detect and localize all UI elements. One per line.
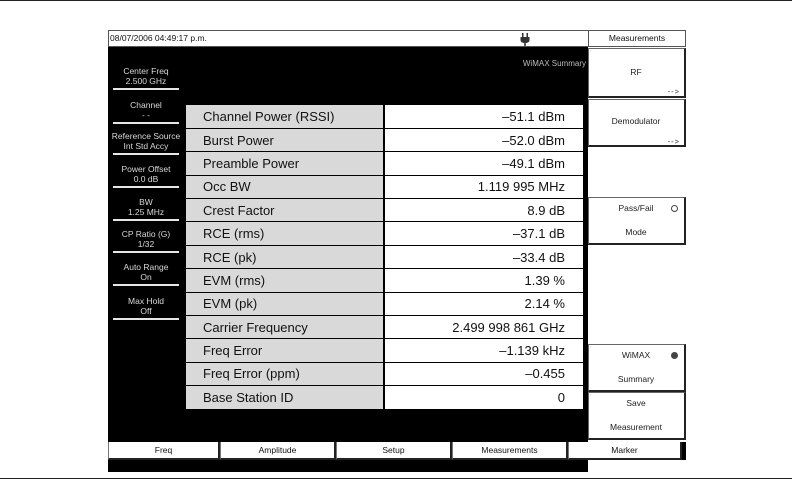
param-value: On xyxy=(140,272,152,282)
table-row xyxy=(186,175,584,198)
table-row xyxy=(186,292,584,315)
bottom-menu-bar xyxy=(108,442,686,460)
instrument-display xyxy=(108,30,686,462)
table-row xyxy=(186,245,584,268)
rf-softkey[interactable] xyxy=(588,48,686,98)
measurement-value: 1.119 995 MHz xyxy=(384,175,584,198)
measurement-label: Burst Power xyxy=(186,128,384,151)
measurement-label: Carrier Frequency xyxy=(186,316,384,339)
param-auto-range xyxy=(108,262,184,286)
param-max-hold xyxy=(108,296,184,320)
measurement-label: Freq Error xyxy=(186,339,384,362)
amplitude-menu-button[interactable]: Amplitude xyxy=(220,442,336,460)
table-row xyxy=(186,339,584,362)
param-label: Auto Range xyxy=(123,262,169,272)
mode-label: Mode xyxy=(625,227,647,237)
measurement-label: Preamble Power xyxy=(186,152,384,175)
softkey-panel xyxy=(588,30,686,440)
measurement-value: 8.9 dB xyxy=(384,199,584,222)
table-row xyxy=(186,128,584,151)
table-row xyxy=(186,152,584,175)
pass-fail-label: Pass/Fail xyxy=(618,203,654,213)
freq-menu-button[interactable]: Freq xyxy=(108,442,220,460)
measurement-value: 1.39 % xyxy=(384,269,584,292)
param-cp-ratio xyxy=(108,229,184,253)
pass-fail-mode-softkey[interactable] xyxy=(588,197,686,245)
summary-label: Summary xyxy=(617,374,655,384)
measurement-value: –0.455 xyxy=(384,362,584,385)
ac-plug-icon xyxy=(518,32,532,46)
rf-label: RF xyxy=(630,67,642,77)
datetime-readout: 08/07/2006 04:49:17 p.m. xyxy=(110,33,207,43)
save-measurement-softkey[interactable] xyxy=(588,392,686,440)
measurement-value: –1.139 kHz xyxy=(384,339,584,362)
measurement-label: Occ BW xyxy=(186,175,384,198)
param-value: - - xyxy=(141,110,151,120)
param-value: 1.25 MHz xyxy=(127,207,165,217)
radio-off-icon xyxy=(671,205,678,212)
measurement-value: –51.1 dBm xyxy=(384,105,584,128)
measurement-value: –49.1 dBm xyxy=(384,152,584,175)
table-row xyxy=(186,222,584,245)
measurement-label: RCE (rms) xyxy=(186,222,384,245)
table-row xyxy=(186,362,584,385)
table-row xyxy=(186,386,584,409)
measurement-value: 2.14 % xyxy=(384,292,584,315)
measurement-value: 2.499 998 861 GHz xyxy=(384,316,584,339)
param-value: Off xyxy=(140,306,152,316)
measurement-value: 0 xyxy=(384,386,584,409)
radio-on-icon xyxy=(671,352,678,359)
status-bar xyxy=(108,30,588,47)
table-row xyxy=(186,105,584,128)
table-row xyxy=(186,316,584,339)
parameter-sidebar xyxy=(108,47,184,472)
measurement-label: Measurement xyxy=(610,422,662,432)
param-bw xyxy=(108,197,184,221)
param-value: Int Std Accy xyxy=(123,141,169,151)
wimax-summary-softkey[interactable] xyxy=(588,344,686,392)
param-reference-source xyxy=(108,131,184,155)
table-row xyxy=(186,199,584,222)
submenu-arrow-icon: --> xyxy=(667,137,680,146)
measurement-label: Base Station ID xyxy=(186,386,384,409)
measurement-label: RCE (pk) xyxy=(186,245,384,268)
summary-title: WiMAX Summary xyxy=(522,59,586,68)
measurement-label: Crest Factor xyxy=(186,199,384,222)
setup-menu-button[interactable]: Setup xyxy=(336,442,452,460)
measurement-value: –33.4 dB xyxy=(384,245,584,268)
demodulator-label: Demodulator xyxy=(611,116,661,126)
param-channel xyxy=(108,100,184,124)
table-row xyxy=(186,269,584,292)
param-label: BW xyxy=(139,197,153,207)
measurement-value: –52.0 dBm xyxy=(384,128,584,151)
param-power-offset xyxy=(108,164,184,188)
measurement-label: Channel Power (RSSI) xyxy=(186,105,384,128)
param-center-freq xyxy=(108,66,184,90)
param-label: Center Freq xyxy=(123,66,169,76)
softkey-menu-title: Measurements xyxy=(588,30,686,47)
measurement-label: Freq Error (ppm) xyxy=(186,362,384,385)
param-value: 0.0 dB xyxy=(133,174,159,184)
param-label: Max Hold xyxy=(128,296,164,306)
param-label: Channel xyxy=(130,100,162,110)
measurement-screen xyxy=(108,47,588,472)
param-label: CP Ratio (G) xyxy=(121,229,171,239)
measurement-label: EVM (rms) xyxy=(186,269,384,292)
save-label: Save xyxy=(626,398,646,408)
param-label: Reference Source xyxy=(111,131,181,141)
submenu-arrow-icon: --> xyxy=(667,87,680,96)
measurement-label: EVM (pk) xyxy=(186,292,384,315)
demodulator-softkey[interactable] xyxy=(588,99,686,147)
top-rule xyxy=(0,0,792,1)
param-value: 2.500 GHz xyxy=(125,76,167,86)
measurement-value: –37.1 dB xyxy=(384,222,584,245)
marker-menu-button[interactable]: Marker xyxy=(568,442,682,460)
param-label: Power Offset xyxy=(121,164,171,174)
param-value: 1/32 xyxy=(137,239,155,249)
bottom-rule xyxy=(0,478,792,479)
wimax-label: WiMAX xyxy=(621,350,651,360)
measurement-table xyxy=(186,105,585,410)
measurements-menu-button[interactable]: Measurements xyxy=(452,442,568,460)
